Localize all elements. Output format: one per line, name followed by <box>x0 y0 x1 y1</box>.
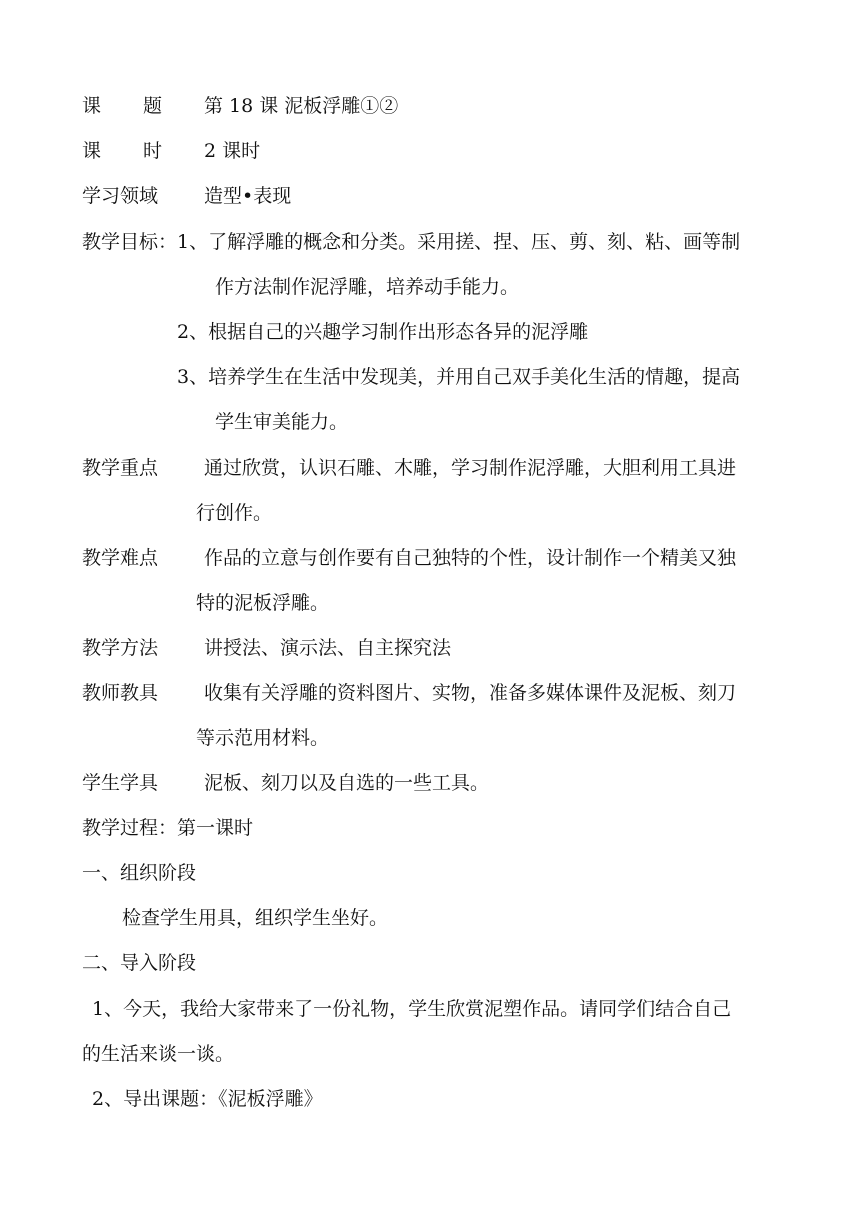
objective-2: 2、根据自己的兴趣学习制作出形态各异的泥浮雕 <box>177 321 589 343</box>
teacher-tools-line-2: 等示范用材料。 <box>196 727 330 749</box>
student-tools-label: 学生学具 <box>82 772 159 794</box>
stage-1-text: 检查学生用具，组织学生坐好。 <box>122 907 389 929</box>
objective-1-line-2: 作方法制作泥浮雕，培养动手能力。 <box>215 276 520 298</box>
difficulties-line-2: 特的泥板浮雕。 <box>196 592 330 614</box>
topic-value: 第 18 课 泥板浮雕①② <box>204 95 399 117</box>
stage-2-item-2: 2、导出课题：《泥板浮雕》 <box>92 1088 323 1110</box>
difficulties-label: 教学难点 <box>82 547 159 569</box>
period-label-char-2: 时 <box>143 140 163 162</box>
topic-label-char-2: 题 <box>143 95 163 117</box>
stage-2-item-1-line-1: 1、今天，我给大家带来了一份礼物，学生欣赏泥塑作品。请同学们结合自己 <box>92 998 732 1020</box>
methods-value: 讲授法、演示法、自主探究法 <box>204 637 452 659</box>
process-title: 教学过程：第一课时 <box>82 817 254 839</box>
teacher-tools-line-1: 收集有关浮雕的资料图片、实物，准备多媒体课件及泥板、刻刀 <box>204 682 737 704</box>
stage-2-title: 二、导入阶段 <box>82 952 197 974</box>
difficulties-line-1: 作品的立意与创作要有自己独特的个性，设计制作一个精美又独 <box>204 547 737 569</box>
objective-3-line-1: 3、培养学生在生活中发现美，并用自己双手美化生活的情趣，提高 <box>177 366 741 388</box>
teacher-tools-label: 教师教具 <box>82 682 159 704</box>
period-label-char-1: 课 <box>82 140 102 162</box>
objective-3-line-2: 学生审美能力。 <box>215 411 349 433</box>
stage-2-item-1-line-2: 的生活来谈一谈。 <box>82 1043 235 1065</box>
domain-label: 学习领域 <box>82 185 159 207</box>
key-points-line-1: 通过欣赏，认识石雕、木雕，学习制作泥浮雕，大胆利用工具进 <box>204 457 737 479</box>
domain-value: 造型•表现 <box>204 185 292 207</box>
objective-1-line-1: 1、了解浮雕的概念和分类。采用搓、捏、压、剪、刻、粘、画等制 <box>177 231 741 253</box>
stage-1-title: 一、组织阶段 <box>82 862 197 884</box>
topic-label-char-1: 课 <box>82 95 102 117</box>
key-points-line-2: 行创作。 <box>196 502 273 524</box>
methods-label: 教学方法 <box>82 637 159 659</box>
key-points-label: 教学重点 <box>82 457 159 479</box>
objectives-label: 教学目标： <box>82 231 178 253</box>
student-tools-value: 泥板、刻刀以及自选的一些工具。 <box>204 772 490 794</box>
period-value: 2 课时 <box>204 140 261 162</box>
